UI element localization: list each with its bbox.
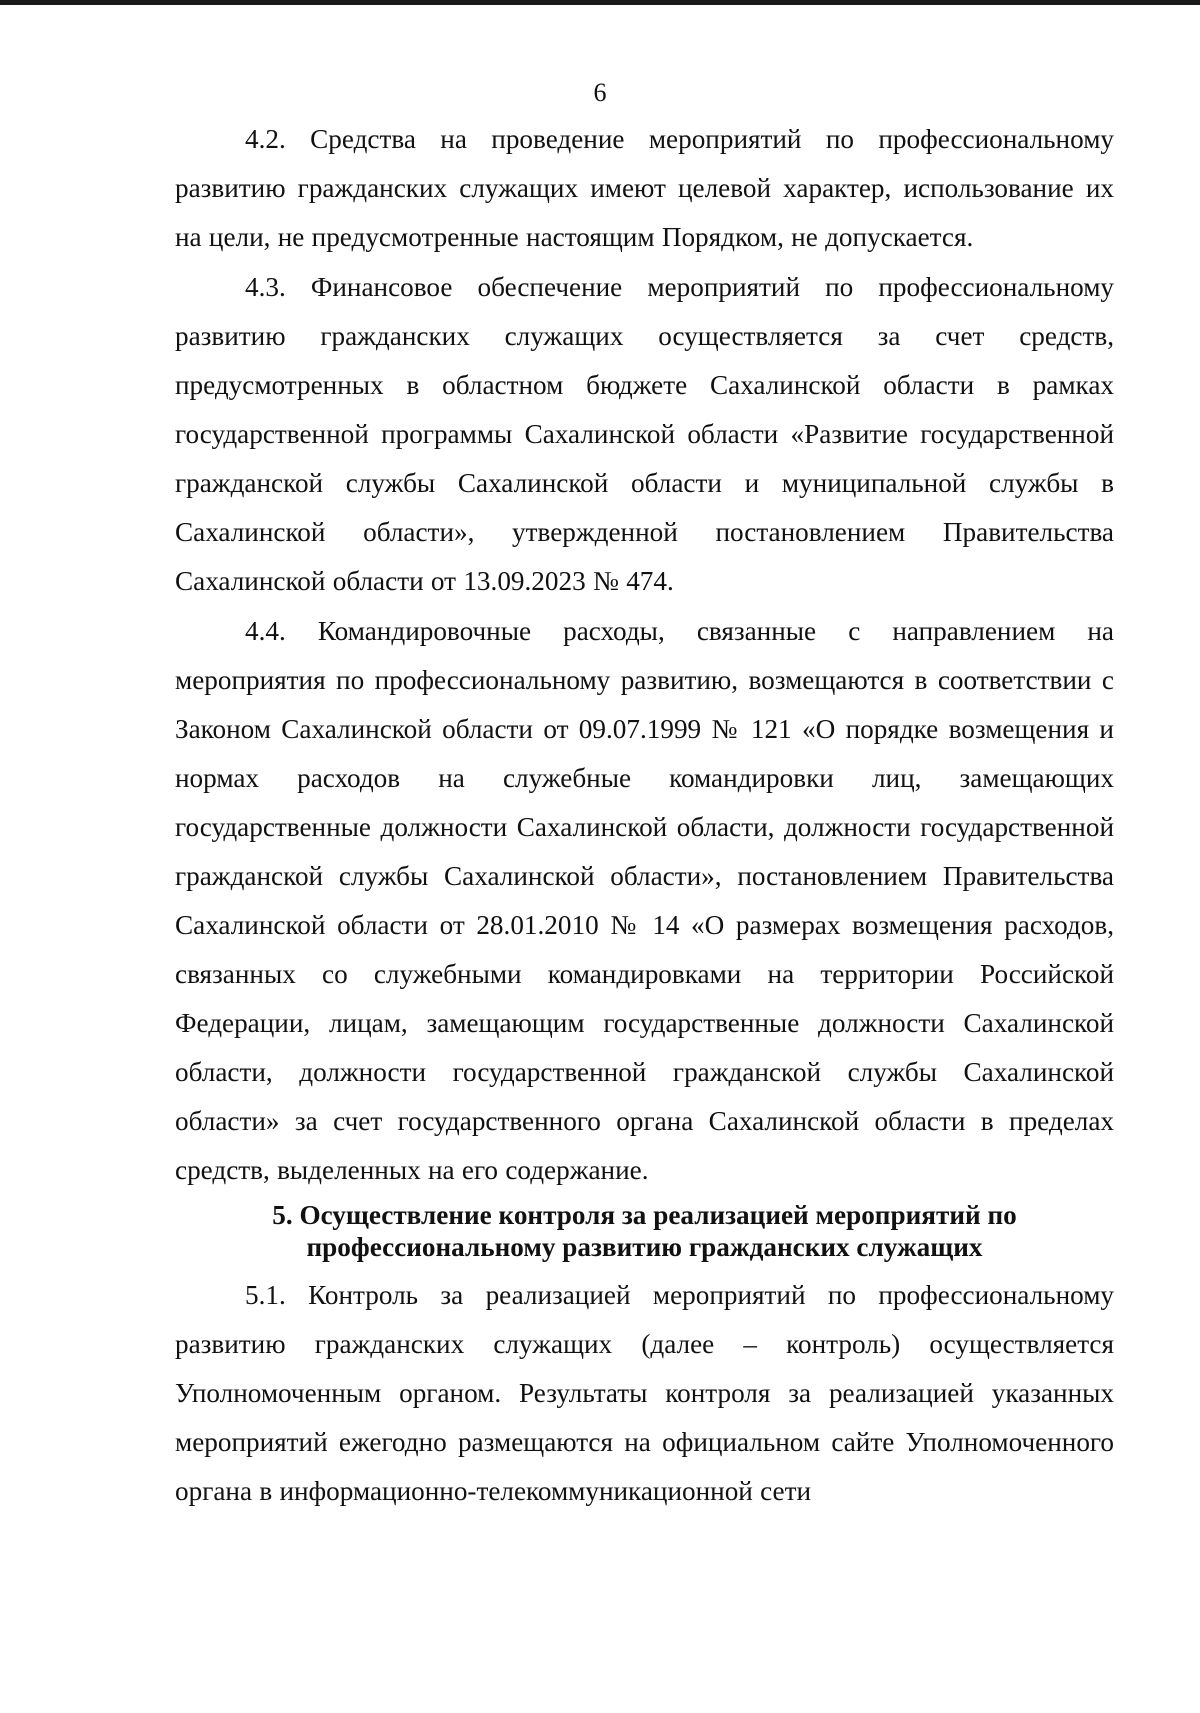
paragraph-4-2: 4.2. Средства на проведение мероприятий по профессиональному развитию гражданских служащих имеют целевой характер, использование их на цели, не предусмотренные настоящим Порядком, не допускается. <box>175 124 1114 252</box>
paragraph-4-4: 4.4. Командировочные расходы, связанные с направлением на мероприятия по профессиональному развитию, возмещаются в соответствии с Законом Сахалинской области от 09.07.1999 № 121 «О порядке возмещения и нормах расходов на служебные командировки лиц, замещающих государственные должности Сахалинской области, должности государственной гражданской службы Сахалинской области», постановлением Правительства Сахалинской области от 28.01.2010 № 14 «О размерах возмещения расходов, связанных со служебными командировками на территории Российской Федерации, лицам, замещающим государственные должности Сахалинской области, должности государственной гражданской службы Сахалинской области» за счет государственного органа Сахалинской области в пределах средств, выделенных на его содержание. <box>175 616 1114 1185</box>
paragraph-5-1: 5.1. Контроль за реализацией мероприятий по профессиональному развитию гражданских служащих (далее – контроль) осуществляется Уполномоченным органом. Результаты контроля за реализацией указанных мероприятий ежегодно размещаются на официальном сайте Уполномоченного органа в информационно-телекоммуникационной сети <box>175 1280 1114 1506</box>
section-heading-line-2: профессиональному развитию гражданских служащих <box>306 1232 983 1262</box>
paragraph-4-3: 4.3. Финансовое обеспечение мероприятий по профессиональному развитию гражданских служащих осуществляется за счет средств, предусмотренных в областном бюджете Сахалинской области в рамках государственной программы Сахалинской области «Развитие государственной гражданской службы Сахалинской области и муниципальной службы в Сахалинской области», утвержденной постановлением Правительства Сахалинской области от 13.09.2023 № 474. <box>175 272 1114 596</box>
scan-top-edge <box>0 0 1200 5</box>
page-number: 6 <box>593 78 607 107</box>
document-body <box>175 115 1114 1517</box>
section-heading-5 <box>175 1199 1114 1263</box>
section-heading-line-1: 5. Осуществление контроля за реализацией мероприятий по <box>272 1200 1017 1230</box>
